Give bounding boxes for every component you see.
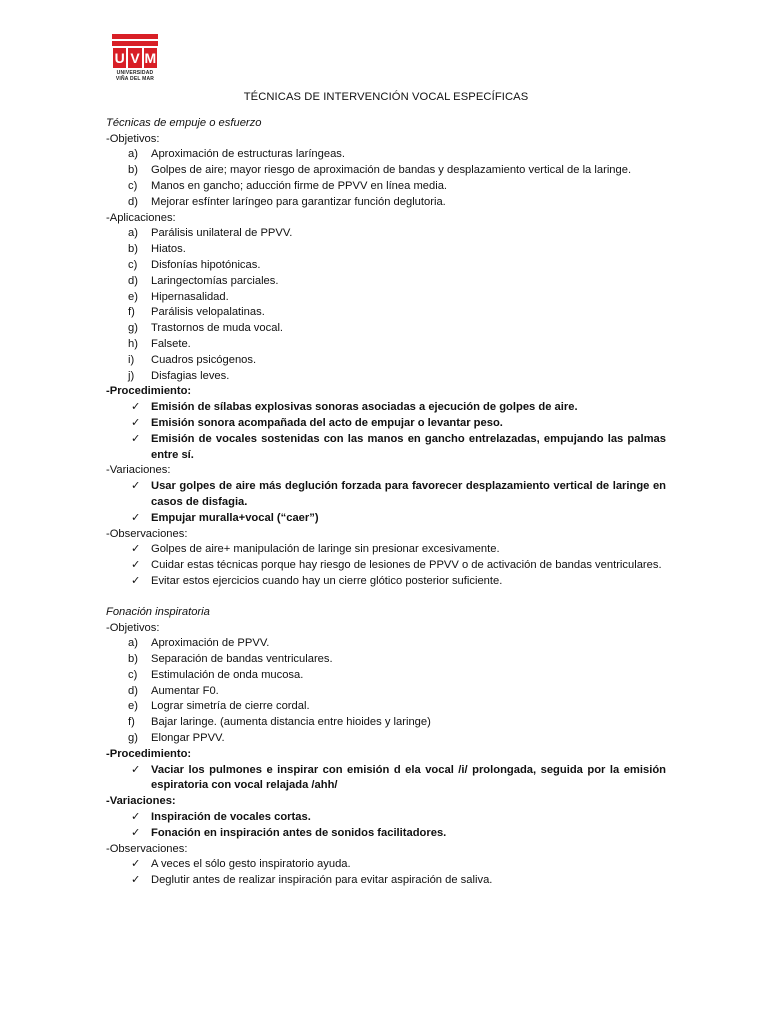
uvm-logo <box>112 34 158 82</box>
check-item <box>106 558 666 574</box>
objetivos-heading: -Objetivos: <box>106 132 160 145</box>
list-item <box>106 699 666 715</box>
list-marker: j) <box>128 369 135 382</box>
checkmark-icon: ✓ <box>131 511 141 524</box>
procedimiento-list <box>106 763 666 795</box>
list-marker: a) <box>128 227 138 240</box>
list-marker: b) <box>128 653 138 666</box>
check-text: Golpes de aire+ manipulación de laringe sin presionar excesivamente. <box>151 543 500 556</box>
list-marker: i) <box>128 353 135 366</box>
list-item <box>106 163 666 179</box>
list-text: Aumentar F0. <box>151 684 219 697</box>
check-text: Usar golpes de aire más deglución forzada para favorecer desplazamiento vertical de laringe en casos de disfagia. <box>151 480 666 508</box>
variaciones-list <box>106 810 666 842</box>
observaciones-list <box>106 857 666 889</box>
check-item <box>106 542 666 558</box>
logo-line-2: VIÑA DEL MAR <box>115 76 155 82</box>
list-item <box>106 290 666 306</box>
list-item <box>106 195 666 211</box>
logo-letter: M <box>144 50 157 66</box>
list-marker: c) <box>128 179 138 192</box>
list-item <box>106 731 666 747</box>
list-item <box>106 715 666 731</box>
list-item <box>106 147 666 163</box>
list-text: Parálisis velopalatinas. <box>151 306 265 319</box>
list-text: Golpes de aire; mayor riesgo de aproximación de bandas y desplazamiento vertical de la laringe. <box>151 164 632 177</box>
check-text: Cuidar estas técnicas porque hay riesgo de lesiones de PPVV o de activación de bandas ventriculares. <box>151 559 662 572</box>
check-item <box>106 826 666 842</box>
check-text: Empujar muralla+vocal (“caer”) <box>151 511 319 524</box>
list-item <box>106 274 666 290</box>
logo-letter: V <box>130 50 140 66</box>
procedimiento-heading: -Procedimiento: <box>106 747 192 760</box>
objetivos-list <box>106 636 666 747</box>
list-text: Manos en gancho; aducción firme de PPVV en línea media. <box>151 179 448 192</box>
list-text: Trastornos de muda vocal. <box>151 322 284 335</box>
list-text: Disfonías hipotónicas. <box>151 258 261 271</box>
list-marker: e) <box>128 700 138 713</box>
list-item <box>106 337 666 353</box>
list-text: Lograr simetría de cierre cordal. <box>151 700 310 713</box>
list-item <box>106 242 666 258</box>
logo-letters <box>112 48 158 68</box>
check-text: Emisión de sílabas explosivas sonoras asociadas a ejecución de golpes de aire. <box>151 401 578 414</box>
list-text: Estimulación de onda mucosa. <box>151 668 304 681</box>
check-item <box>106 400 666 416</box>
list-text: Cuadros psicógenos. <box>151 353 257 366</box>
variaciones-heading: -Variaciones: <box>106 464 171 477</box>
procedimiento-heading: -Procedimiento: <box>106 385 192 398</box>
logo-letter: U <box>114 50 125 66</box>
objetivos-heading: -Objetivos: <box>106 621 160 634</box>
list-marker: c) <box>128 258 138 271</box>
aplicaciones-heading: -Aplicaciones: <box>106 211 176 224</box>
list-text: Aproximación de PPVV. <box>151 637 270 650</box>
logo-subtitle <box>112 70 158 82</box>
checkmark-icon: ✓ <box>131 811 141 824</box>
list-text: Aproximación de estructuras laríngeas. <box>151 148 346 161</box>
document-title: TÉCNICAS DE INTERVENCIÓN VOCAL ESPECÍFICAS <box>243 91 529 103</box>
list-item <box>106 321 666 337</box>
check-item <box>106 857 666 873</box>
logo-bar <box>112 34 158 39</box>
observaciones-heading: -Observaciones: <box>106 842 188 855</box>
logo-bar <box>112 41 158 46</box>
check-text: A veces el sólo gesto inspiratorio ayuda. <box>151 858 351 871</box>
checkmark-icon: ✓ <box>131 543 141 556</box>
list-item <box>106 258 666 274</box>
checkmark-icon: ✓ <box>131 858 141 871</box>
list-item <box>106 668 666 684</box>
checkmark-icon: ✓ <box>131 559 141 572</box>
checkmark-icon: ✓ <box>131 826 141 839</box>
list-item <box>106 226 666 242</box>
check-text: Emisión sonora acompañada del acto de empujar o levantar peso. <box>151 416 503 429</box>
check-item <box>106 432 666 464</box>
check-text: Fonación en inspiración antes de sonidos facilitadores. <box>151 826 447 839</box>
logo-top-bars <box>112 34 158 46</box>
list-item <box>106 179 666 195</box>
list-item <box>106 652 666 668</box>
section-title: Fonación inspiratoria <box>106 605 210 618</box>
list-text: Laringectomías parciales. <box>151 274 279 287</box>
list-marker: h) <box>128 337 138 350</box>
checkmark-icon: ✓ <box>131 763 141 776</box>
observaciones-heading: -Observaciones: <box>106 527 188 540</box>
list-marker: d) <box>128 195 138 208</box>
check-text: Deglutir antes de realizar inspiración para evitar aspiración de saliva. <box>151 874 493 887</box>
list-text: Separación de bandas ventriculares. <box>151 653 333 666</box>
variaciones-list <box>106 479 666 526</box>
list-marker: a) <box>128 148 138 161</box>
checkmark-icon: ✓ <box>131 401 141 414</box>
list-marker: a) <box>128 637 138 650</box>
list-marker: d) <box>128 274 138 287</box>
checkmark-icon: ✓ <box>131 574 141 587</box>
list-marker: g) <box>128 732 138 745</box>
check-item <box>106 416 666 432</box>
list-marker: d) <box>128 684 138 697</box>
list-text: Mejorar esfínter laríngeo para garantizar función deglutoria. <box>151 195 446 208</box>
check-item <box>106 511 666 527</box>
check-item <box>106 873 666 889</box>
list-marker: c) <box>128 668 138 681</box>
list-item <box>106 305 666 321</box>
list-text: Falsete. <box>151 337 191 350</box>
list-item <box>106 684 666 700</box>
procedimiento-list <box>106 400 666 463</box>
check-item <box>106 574 666 590</box>
list-text: Parálisis unilateral de PPVV. <box>151 227 293 240</box>
list-text: Elongar PPVV. <box>151 732 225 745</box>
variaciones-heading: -Variaciones: <box>106 795 176 808</box>
check-text: Inspiración de vocales cortas. <box>151 811 311 824</box>
list-marker: g) <box>128 322 138 335</box>
check-text: Emisión de vocales sostenidas con las manos en gancho entrelazadas, empujando las palmas entre sí. <box>151 432 666 461</box>
list-item <box>106 353 666 369</box>
check-text: Evitar estos ejercicios cuando hay un cierre glótico posterior suficiente. <box>151 574 503 587</box>
document-body <box>106 90 666 889</box>
list-text: Hipernasalidad. <box>151 290 229 303</box>
logo-line-1: UNIVERSIDAD <box>116 70 154 76</box>
list-text: Bajar laringe. (aumenta distancia entre hioides y laringe) <box>151 716 431 729</box>
check-item <box>106 763 666 795</box>
section-title: Técnicas de empuje o esfuerzo <box>106 116 262 129</box>
checkmark-icon: ✓ <box>131 874 141 887</box>
list-item <box>106 369 666 385</box>
objetivos-list <box>106 147 666 210</box>
checkmark-icon: ✓ <box>131 480 141 493</box>
checkmark-icon: ✓ <box>131 432 141 445</box>
list-marker: b) <box>128 164 138 177</box>
list-text: Disfagias leves. <box>151 369 230 382</box>
checkmark-icon: ✓ <box>131 416 141 429</box>
list-marker: f) <box>128 306 135 319</box>
aplicaciones-list <box>106 226 666 384</box>
list-text: Hiatos. <box>151 243 186 256</box>
check-text: Vaciar los pulmones e inspirar con emisión d ela vocal /i/ prolongada, seguida por la emisión espiratoria con vocal relajada /ahh/ <box>151 763 666 792</box>
list-marker: e) <box>128 290 138 303</box>
check-item <box>106 810 666 826</box>
check-item <box>106 479 666 511</box>
observaciones-list <box>106 542 666 589</box>
list-marker: f) <box>128 716 135 729</box>
list-marker: b) <box>128 243 138 256</box>
list-item <box>106 636 666 652</box>
